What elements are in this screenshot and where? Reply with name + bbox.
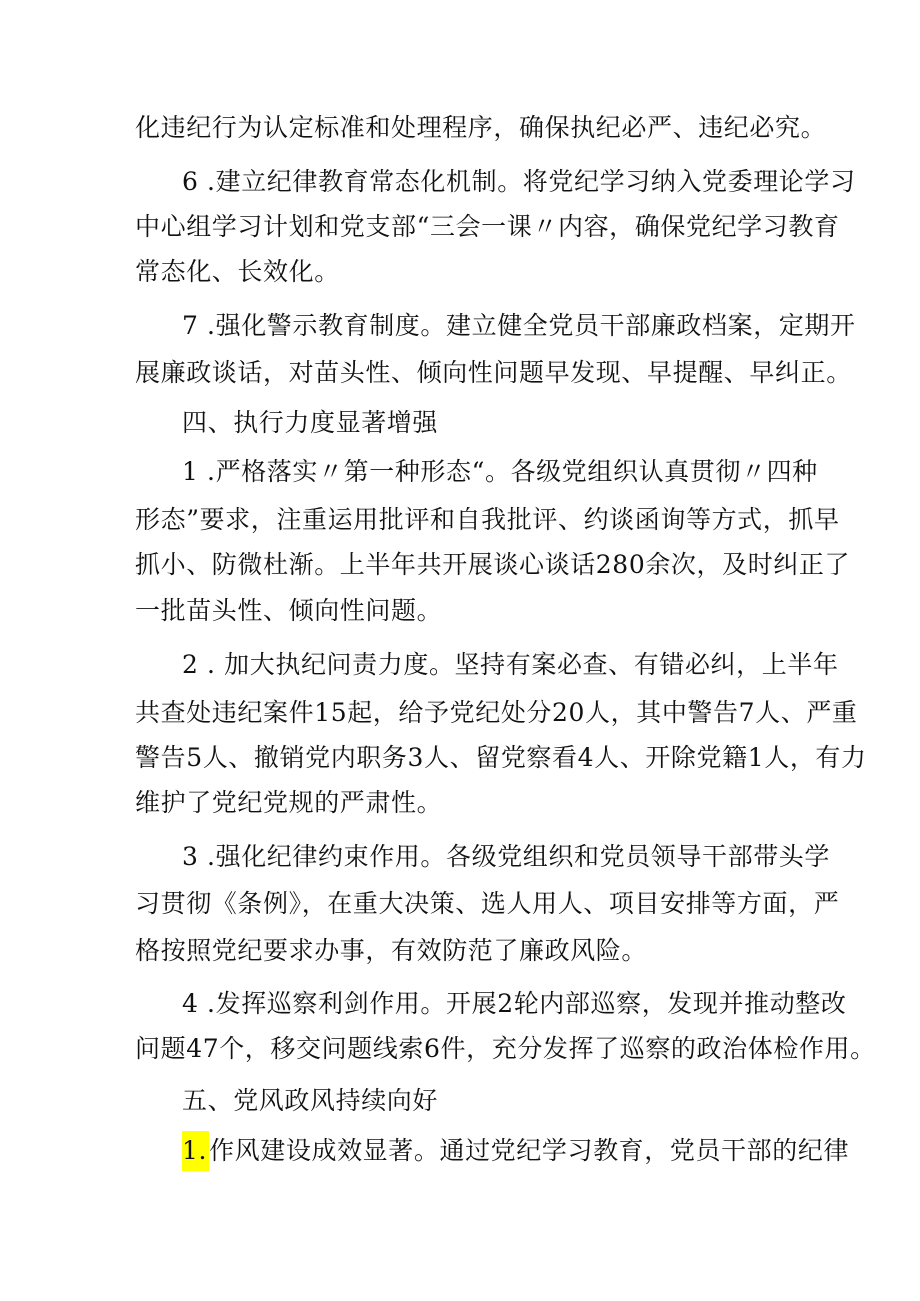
text-line: 展廉政谈话，对苗头性、倾向性问题早发现、早提醒、早纠正。 bbox=[135, 358, 852, 387]
text-line: 2 . 加大执纪问责力度。坚持有案必查、有错必纠，上半年 bbox=[182, 650, 839, 679]
text-line: 警告5人、撤销党内职务3人、留党察看4人、开除党籍1人，有力 bbox=[135, 743, 867, 772]
text-line: 化违纪行为认定标准和处理程序，确保执纪必严、违纪必究。 bbox=[135, 113, 827, 142]
section-heading: 四、执行力度显著增强 bbox=[182, 408, 439, 437]
text-line bbox=[182, 1131, 850, 1171]
text-line: 6 .建立纪律教育常态化机制。将党纪学习纳入党委理论学习 bbox=[182, 167, 856, 196]
text-line-rest: 作风建设成效显著。通过党纪学习教育，党员干部的纪律 bbox=[209, 1136, 850, 1165]
text-line: 常态化、长效化。 bbox=[135, 257, 340, 286]
text-line: 维护了党纪党规的严肃性。 bbox=[135, 788, 443, 817]
text-line: 形态”要求，注重运用批评和自我批评、约谈函询等方式，抓早 bbox=[135, 505, 840, 534]
text-line: 格按照党纪要求办事，有效防范了廉政风险。 bbox=[135, 936, 648, 965]
text-line: 习贯彻《条例》，在重大决策、选人用人、项目安排等方面，严 bbox=[135, 889, 840, 918]
text-line: 共查处违纪案件15起，给予党纪处分20人，其中警告7人、严重 bbox=[135, 698, 858, 727]
text-line: 1 .严格落实〃第一种形态“。各级党组织认真贯彻〃四种 bbox=[182, 457, 818, 486]
text-line: 一批苗头性、倾向性问题。 bbox=[135, 596, 443, 625]
text-line: 抓小、防微杜渐。上半年共开展谈心谈话280余次，及时纠正了 bbox=[135, 550, 851, 579]
highlighted-number: 1. bbox=[182, 1131, 209, 1171]
text-line: 4 .发挥巡察利剑作用。开展2轮内部巡察，发现并推动整改 bbox=[182, 989, 847, 1018]
section-heading: 五、党风政风持续向好 bbox=[182, 1086, 439, 1115]
text-line: 中心组学习计划和党支部“三会一课〃内容，确保党纪学习教育 bbox=[135, 212, 840, 241]
text-line: 问题47个，移交问题线索6件，充分发挥了巡察的政治体检作用。 bbox=[135, 1034, 876, 1063]
text-line: 3 .强化纪律约束作用。各级党组织和党员领导干部带头学 bbox=[182, 842, 831, 871]
text-line: 7 .强化警示教育制度。建立健全党员干部廉政档案，定期开 bbox=[182, 311, 856, 340]
